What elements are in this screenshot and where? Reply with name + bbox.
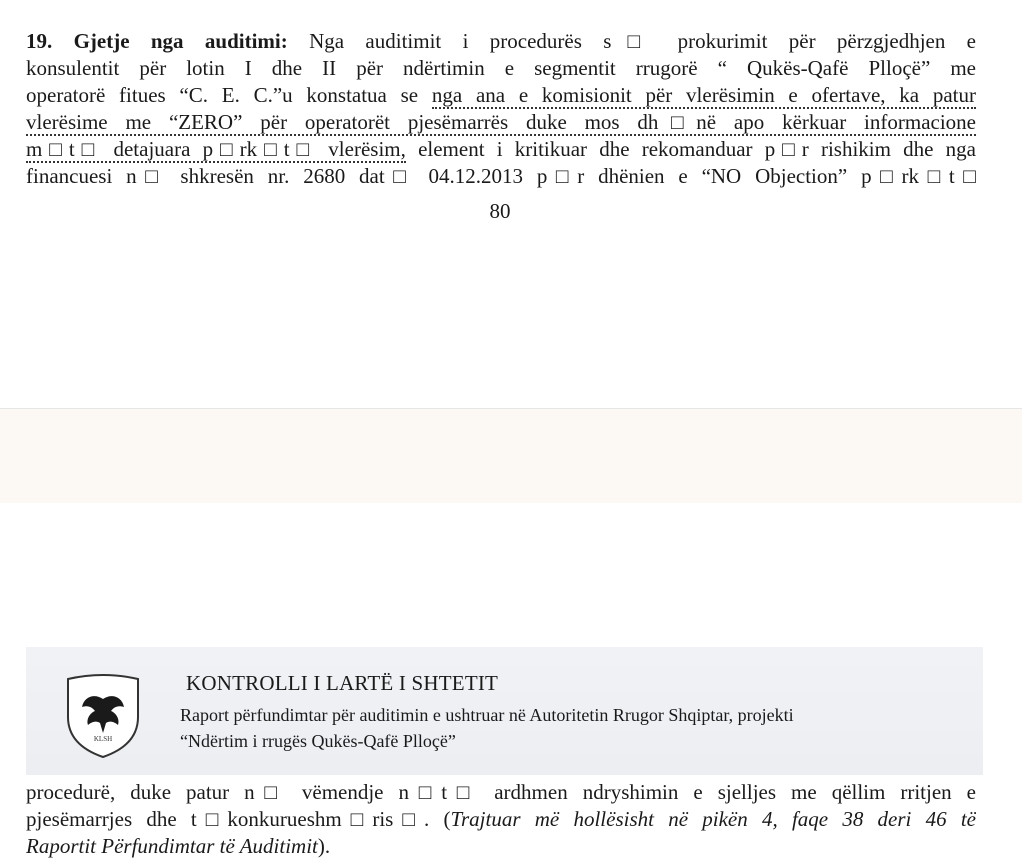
report-subtitle-1: Raport përfundimtar për auditimin e ushtruar në Autoritetin Rrugor Shqiptar, projekti <box>180 705 794 725</box>
dotted-underline-text: nga ana e komisionit për vlerësimin e ofertave, ka patur <box>431 83 976 107</box>
svg-text:KLSH: KLSH <box>93 735 113 743</box>
klsh-emblem-icon <box>62 673 144 761</box>
finding-heading: 19. Gjetje nga auditimi: <box>26 29 288 53</box>
continuation-paragraph <box>26 779 976 860</box>
report-subtitle-2: “Ndërtim i rrugës Qukës-Qafë Plloçë” <box>180 731 456 751</box>
finding-line-4 <box>26 109 976 136</box>
dotted-underline-text: m□t□ detajuara p□rk□t□ vlerësim, <box>26 137 406 161</box>
finding-line-2: konsulentit për lotin I dhe II për ndërtimin e segmentit rrugorë “ Qukës-Qafë Plloçë” me <box>26 56 976 80</box>
finding-line-6: financuesi n□ shkresën nr. 2680 dat□ 04.12.2013 p□r dhënien e “NO Objection” p□rk□t□ <box>26 164 976 188</box>
finding-line-3: operatorë fitues “C. E. C.”u konstatua se nga ana e komisionit për vlerësimin e ofertave, ka patur <box>26 83 976 107</box>
page-break-band <box>0 408 1022 503</box>
continuation-line-1: procedurë, duke patur n□ vëmendje n□t□ ardhmen ndryshimin e sjelljes me qëllim rritjen e <box>26 780 976 804</box>
continuation-line-3: Raportit Përfundimtar të Auditimit). <box>26 834 331 858</box>
finding-line-5: m□t□ detajuara p□rk□t□ vlerësim, element i kritikuar dhe rekomanduar p□r rishikim dhe nga <box>26 137 976 161</box>
continuation-line-2: pjesëmarrjes dhe t□konkurueshm□ris□. (Trajtuar më hollësisht në pikën 4, faqe 38 deri 46 të <box>26 807 976 831</box>
finding-line-1: 19. Gjetje nga auditimi: Nga auditimit i procedurës s□ prokurimit për përzgjedhjen e <box>26 29 976 53</box>
audit-finding-paragraph <box>26 28 976 190</box>
organization-name: KONTROLLI I LARTË I SHTETIT <box>186 671 499 695</box>
dotted-underline-text: vlerësime me “ZERO” për operatorët pjesëmarrës duke mos dh□në apo kërkuar informacione <box>26 110 976 134</box>
page-number: 80 <box>489 199 511 223</box>
report-header <box>26 647 983 775</box>
